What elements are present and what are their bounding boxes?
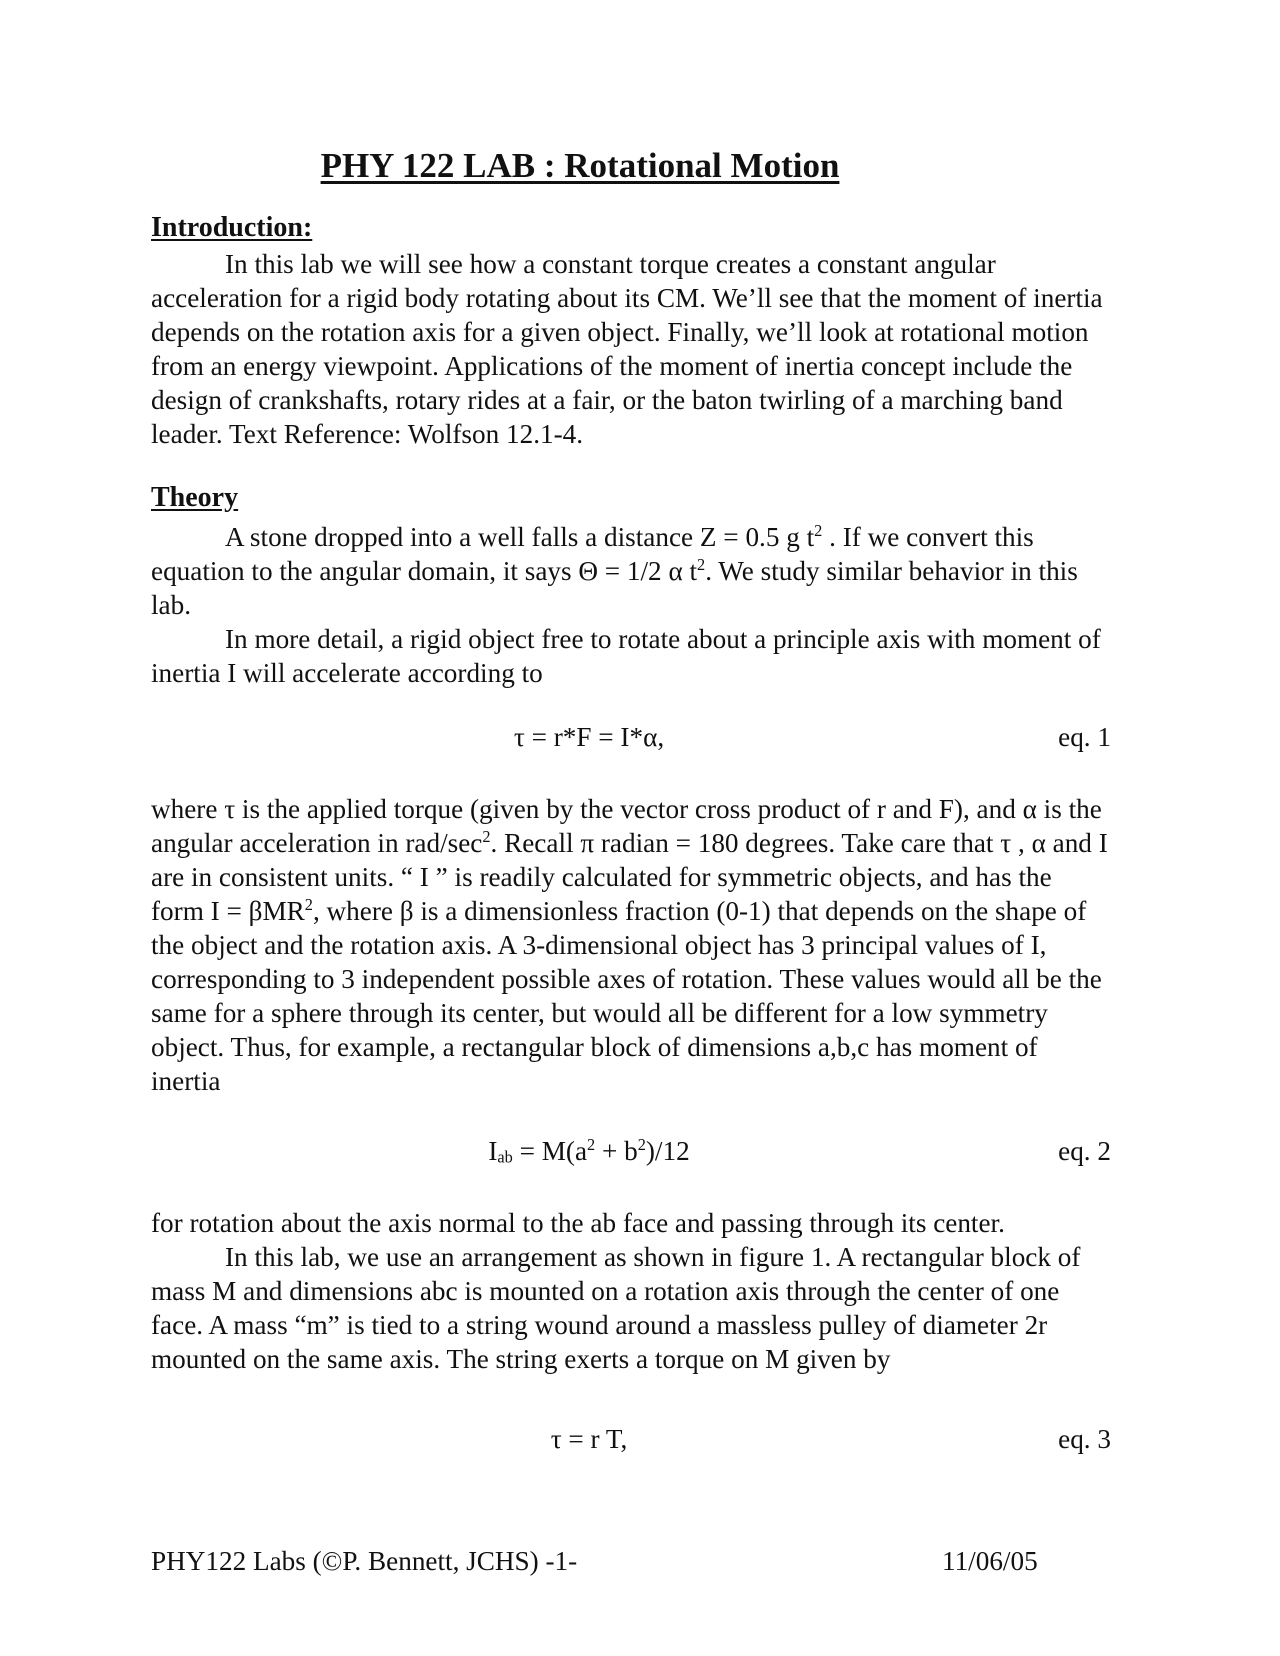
theory-paragraph-2: In more detail, a rigid object free to rotate about a principle axis with moment of inertia I will accelerate according to — [151, 624, 1101, 688]
introduction-paragraph: In this lab we will see how a constant torque creates a constant angular acceleration for a rigid body rotating about its CM. We’ll see that the moment of inertia depends on the rotation axis for a given object. Finally, we’ll look at rotational motion from an energy viewpoint. Applications of the moment of inertia concept include the design of crankshafts, rotary rides at a fair, or the baton twirling of a marching band leader. Text Reference: Wolfson 12.1-4. — [151, 249, 1103, 449]
theory-paragraph-5: In this lab, we use an arrangement as shown in figure 1. A rectangular block of mass M and dimensions abc is mounted on a rotation axis through the center of one face. A mass “m” is tied to a string wound around a massless pulley of diameter 2r mounted on the same axis. The string exerts a torque on M given by — [151, 1242, 1081, 1374]
theory-paragraph-4: for rotation about the axis normal to the ab face and passing through its center. — [151, 1208, 1005, 1238]
equation-3-expression: τ = r T, — [550, 1424, 628, 1454]
theory-heading: Theory — [151, 482, 239, 513]
page-title: PHY 122 LAB : Rotational Motion — [320, 146, 840, 185]
equation-3 — [151, 1424, 1111, 1464]
equation-2-label: eq. 2 — [1058, 1136, 1111, 1166]
theory-paragraph-1: A stone dropped into a well falls a distance Z = 0.5 g $t^2$ . If we convert this equation to the angular domain, it says Θ = 1/2 α $t^2$. We study similar behavior in this lab. — [151, 521, 1078, 620]
equation-2 — [151, 1136, 1111, 1176]
equation-1-label: eq. 1 — [1058, 722, 1111, 752]
theory-paragraph-3: where τ is the applied torque (given by the vector cross product of r and F), and α is the angular acceleration in rad/$\sec^2$. Recall π radian = 180 degrees. Take care that τ , α and I are in consistent units. “ I ” is readily calculated for symmetric objects, and has the form I = βMR$^2$, where β is a dimensionless fraction (0-1) that depends on the shape of the object and the rotation axis. A 3-dimensional object has 3 principal values of I, corresponding to 3 independent possible axes of rotation. These values would all be the same for a sphere through its center, but would all be different for a low symmetry object. Thus, for example, a rectangular block of dimensions a,b,c has moment of inertia — [151, 794, 1108, 1096]
equation-3-label: eq. 3 — [1058, 1424, 1111, 1454]
equation-1-expression: τ = r*F = I*α, — [513, 722, 665, 752]
equation-2-expression: $I_{ab} = M(a^2 + b^2)/12$ — [488, 1135, 690, 1167]
introduction-heading: Introduction: — [151, 212, 313, 243]
footer-left: PHY122 Labs (©P. Bennett, JCHS) -1- — [151, 1546, 578, 1576]
footer-date: 11/06/05 — [942, 1546, 1038, 1576]
equation-1 — [151, 722, 1111, 762]
